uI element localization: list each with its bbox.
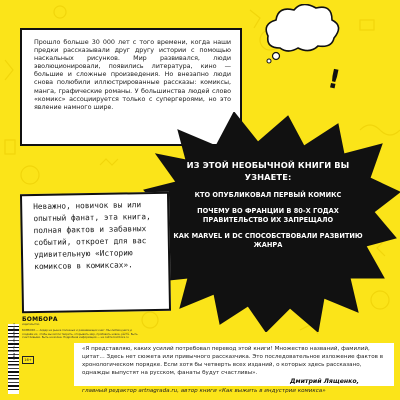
exclamation-mark: ! <box>325 64 343 96</box>
reader-speech-bubble <box>20 192 171 314</box>
burst-text-block <box>172 160 364 257</box>
burst-item-france-ban: ПОЧЕМУ ВО ФРАНЦИИ В 80-Х ГОДАХ ПРАВИТЕЛЬСТВО ИХ ЗАПРЕЩАЛО <box>197 207 339 224</box>
review-author: Дмитрий Лященко, <box>290 378 359 385</box>
isbn-label: ISBN 978-5-04-098848-1 <box>12 322 16 360</box>
publisher-logo-subtitle: издательство <box>22 323 40 326</box>
publisher-logo: БОМБОРА <box>22 316 58 323</box>
history-text: Прошло больше 30 000 лет с того времени, когда наши предки рассказывали друг другу истории с помощью наскальных рисунков. Мир развивался, люди эволюционировали, появились литература, кино — большие и сложные произведения. Но внезапно люди снова полюбили иллюстрированные рассказы: комиксы, манга, графические романы. У большинства людей слово «комикс» ассоциируется только с супергероями, но это явление намного шире. <box>34 38 231 111</box>
burst-item-first-comic: КТО ОПУБЛИКОВАЛ ПЕРВЫЙ КОМИКС <box>194 191 342 199</box>
review-quote: «Я представляю, каких усилий потребовал перевод этой книги! Множество названий, фамилий, цитат... Здесь нет сюжета или привычного рассказчика. Это последовательное изложение фактов в хронологическом порядке. Если хотя бы четверть всех изданий, о которых здесь рассказано, однажды выпустят на русском, фанаты будут счастливы». <box>82 346 383 376</box>
burst-item-marvel-dc: КАК MARVEL И DC СПОСОБСТВОВАЛИ РАЗВИТИЮ ЖАНРА <box>173 232 363 249</box>
reader-text: Неважно, новичок вы или опытный фанат, эта книга, полная фактов и забавных событий, откроет для вас удивительную «Историю комиксов в комиксах». <box>33 200 151 271</box>
burst-headline: ИЗ ЭТОЙ НЕОБЫЧНОЙ КНИГИ ВЫ УЗНАЕТЕ: <box>186 160 350 182</box>
age-rating-badge: 16+ <box>22 356 34 364</box>
cloud-bubble-icon <box>262 4 342 64</box>
publisher-legal-text: БОМБОРА — лидер на рынке полезных и развивающих книг. Мы любим книги и создаём их, чтобы вы могли творить, открывать мир, пробовать новое, расти. Быть счастливыми. Быть на волне. Подробная информация — на сайте bombora.ru <box>22 329 138 339</box>
review-author-role: главный редактор artnagrada.ru, автор книги «Как выжить в индустрии комикса» <box>82 388 326 394</box>
